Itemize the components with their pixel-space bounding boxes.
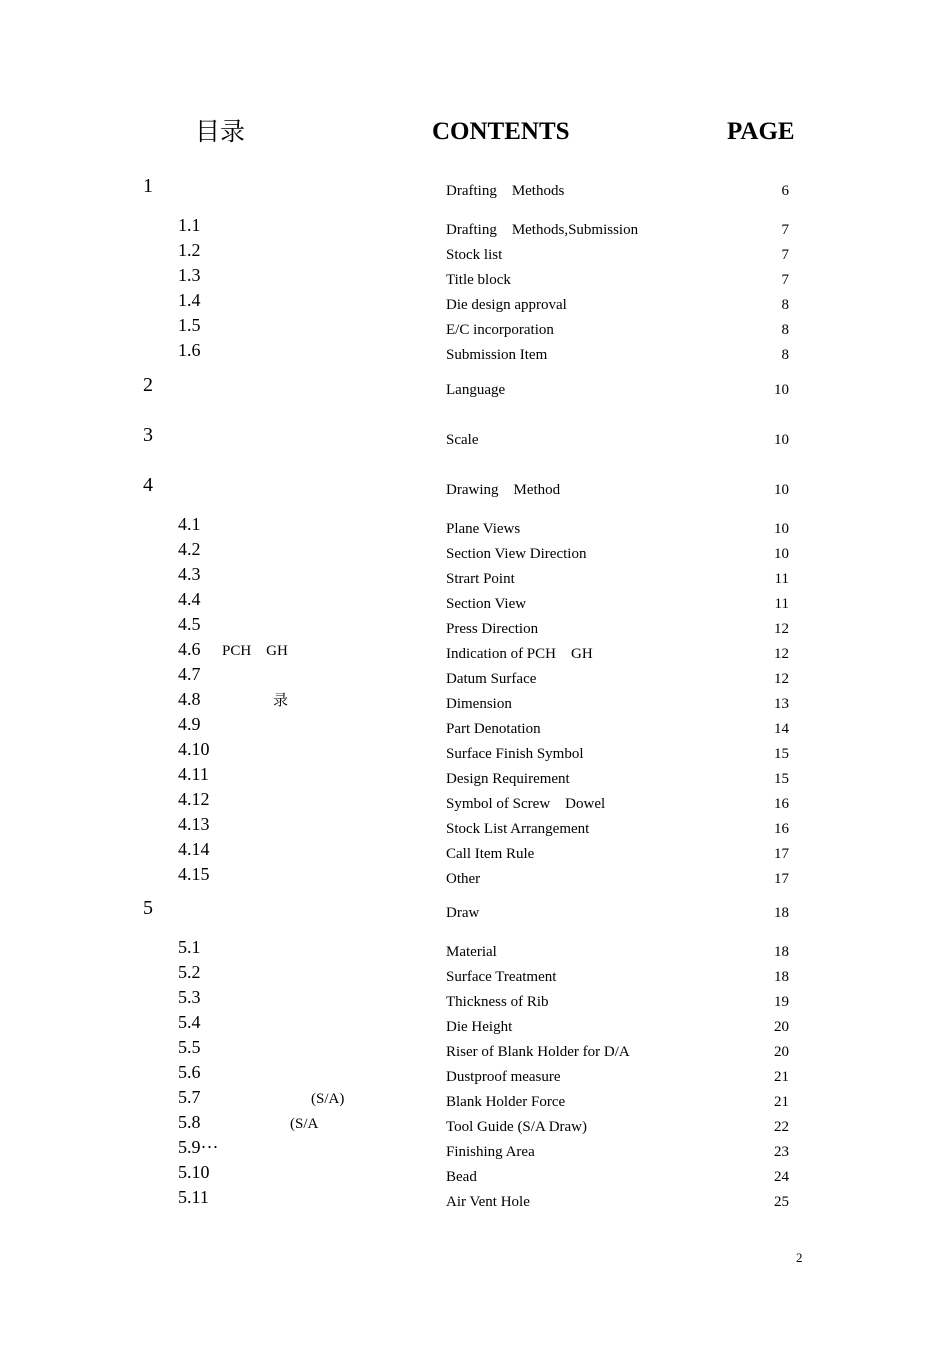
toc-entry[interactable] — [0, 714, 950, 739]
toc-entry-title: Plane Views — [446, 521, 521, 537]
toc-entry-number: 5.7 — [178, 1087, 201, 1107]
toc-entry-number: 4.7 — [178, 664, 201, 684]
toc-entry[interactable] — [0, 340, 950, 365]
toc-entry-number: 5.8 — [178, 1112, 201, 1132]
toc-entry-number: 4.1 — [178, 514, 201, 534]
toc-entry[interactable] — [0, 564, 950, 589]
toc-entry[interactable] — [0, 987, 950, 1012]
toc-entry[interactable] — [0, 614, 950, 639]
toc-entry-title: Section View Direction — [446, 546, 587, 562]
toc-entry-title: Drawing Method — [446, 482, 561, 498]
toc-entry[interactable] — [0, 290, 950, 315]
toc-entry-page: 12 — [774, 671, 789, 687]
toc-entry-page: 10 — [774, 382, 789, 398]
toc-entry[interactable] — [0, 1162, 950, 1187]
toc-entry-page: 15 — [774, 746, 789, 762]
toc-entry-page: 19 — [774, 994, 789, 1010]
toc-entry-page: 20 — [774, 1019, 789, 1035]
toc-entry-title: Language — [446, 382, 506, 398]
toc-entry-title: Finishing Area — [446, 1144, 535, 1160]
toc-entry-number: 5.11 — [178, 1187, 209, 1207]
toc-entry-title: Dustproof measure — [446, 1069, 561, 1085]
toc-entry-title: Surface Treatment — [446, 969, 557, 985]
toc-entry-number: 4.2 — [178, 539, 201, 559]
toc-entry-title: Material — [446, 944, 497, 960]
toc-entry-number: 5.3 — [178, 987, 201, 1007]
toc-entry[interactable] — [0, 864, 950, 889]
toc-entry-page: 7 — [781, 247, 789, 263]
toc-entry[interactable] — [0, 789, 950, 814]
toc-entry-page: 17 — [774, 871, 789, 887]
toc-entry-page: 22 — [774, 1119, 789, 1135]
toc-entry-number: 1.4 — [178, 290, 201, 310]
toc-entry-page: 21 — [774, 1069, 789, 1085]
toc-entry-number: 4.15 — [178, 864, 210, 884]
toc-entry-page: 10 — [774, 521, 789, 537]
toc-entry-number: 4.14 — [178, 839, 210, 859]
toc-entry-number: 4.6 — [178, 639, 201, 659]
toc-entry[interactable] — [0, 839, 950, 864]
toc-entry-title: Surface Finish Symbol — [446, 746, 584, 762]
toc-entry[interactable] — [0, 514, 950, 539]
toc-entry[interactable] — [0, 764, 950, 789]
toc-entry[interactable] — [0, 962, 950, 987]
toc-entry-title: Riser of Blank Holder for D/A — [446, 1044, 630, 1060]
toc-entry-page: 7 — [781, 272, 789, 288]
toc-entry-title: Drafting Methods,Submission — [446, 222, 639, 238]
toc-entry[interactable] — [0, 664, 950, 689]
toc-entry-title: Design Requirement — [446, 771, 570, 787]
toc-entry-title: Indication of PCH GH — [446, 646, 593, 662]
toc-entry-page: 24 — [774, 1169, 789, 1185]
toc-entry-number: 4.13 — [178, 814, 210, 834]
toc-entry[interactable] — [0, 1087, 950, 1112]
toc-entry[interactable] — [0, 937, 950, 962]
toc-entry-title: Title block — [446, 272, 511, 288]
toc-entry-title: Thickness of Rib — [446, 994, 549, 1010]
toc-entry-page: 11 — [774, 596, 789, 612]
toc-entry-number: 1.1 — [178, 215, 201, 235]
toc-entry-page: 14 — [774, 721, 789, 737]
toc-entry[interactable] — [0, 1187, 950, 1212]
toc-entry-page: 17 — [774, 846, 789, 862]
toc-entry-page: 18 — [774, 905, 789, 921]
toc-entry-page: 8 — [781, 347, 789, 363]
toc-entry-page: 18 — [774, 969, 789, 985]
toc-entry-page: 8 — [781, 297, 789, 313]
toc-entry-page: 18 — [774, 944, 789, 960]
toc-entry-number: 5.2 — [178, 962, 201, 982]
toc-entry-number: 4.12 — [178, 789, 210, 809]
toc-entry-number: 5.10 — [178, 1162, 210, 1182]
toc-entry-page: 12 — [774, 621, 789, 637]
toc-entry-page: 10 — [774, 432, 789, 448]
toc-entry-chinese-text: (S/A — [290, 1116, 319, 1132]
toc-entry-title: Other — [446, 871, 481, 887]
toc-entry[interactable] — [0, 739, 950, 764]
toc-entry-title: Draw — [446, 905, 480, 921]
toc-entry[interactable] — [0, 539, 950, 564]
toc-entry[interactable] — [0, 1137, 950, 1162]
toc-entry[interactable] — [0, 475, 950, 500]
toc-entry-number: 1.6 — [178, 340, 201, 360]
toc-heading-chinese: 目录 — [195, 117, 246, 146]
toc-entry-page: 8 — [781, 322, 789, 338]
toc-entry-title: Symbol of Screw Dowel — [446, 796, 606, 812]
toc-entry-number: 4.4 — [178, 589, 201, 609]
toc-entry[interactable] — [0, 425, 950, 450]
toc-entry-number: 4.9 — [178, 714, 201, 734]
toc-entry-page: 12 — [774, 646, 789, 662]
toc-entry-page: 7 — [781, 222, 789, 238]
toc-entry-title: Call Item Rule — [446, 846, 535, 862]
toc-entry[interactable] — [0, 1037, 950, 1062]
toc-entry-number: 4 — [143, 474, 153, 496]
toc-entry-title: Datum Surface — [446, 671, 537, 687]
toc-entry[interactable] — [0, 814, 950, 839]
toc-entry-number: 4.5 — [178, 614, 201, 634]
page-number: 2 — [796, 1250, 803, 1265]
toc-entry-title: Drafting Methods — [446, 183, 565, 199]
toc-entry-page: 16 — [774, 796, 789, 812]
toc-entry-number: 5.1 — [178, 937, 201, 957]
toc-entry-title: Scale — [446, 432, 479, 448]
toc-entry-title: Press Direction — [446, 621, 539, 637]
toc-entry[interactable] — [0, 1012, 950, 1037]
toc-entry-title: Section View — [446, 596, 527, 612]
toc-entry-number: 1 — [143, 175, 153, 197]
toc-entry-title: Air Vent Hole — [446, 1194, 530, 1210]
toc-entry[interactable] — [0, 240, 950, 265]
toc-entry-title: Stock List Arrangement — [446, 821, 590, 837]
toc-entry-page: 13 — [774, 696, 789, 712]
toc-entry-title: Stock list — [446, 247, 503, 263]
toc-entry-title: Strart Point — [446, 571, 515, 587]
toc-entry-number: 1.5 — [178, 315, 201, 335]
toc-entry-title: Part Denotation — [446, 721, 541, 737]
toc-entry-number: 5.6 — [178, 1062, 201, 1082]
toc-entry[interactable] — [0, 1112, 950, 1137]
toc-entry-page: 25 — [774, 1194, 789, 1210]
toc-entry-page: 10 — [774, 482, 789, 498]
toc-entry-title: Die Height — [446, 1019, 513, 1035]
toc-entry-chinese-text: PCH GH — [222, 643, 288, 659]
toc-entry-number: 1.3 — [178, 265, 201, 285]
toc-entry-page: 21 — [774, 1094, 789, 1110]
toc-entry-title: Bead — [446, 1169, 477, 1185]
toc-entry-page: 20 — [774, 1044, 789, 1060]
toc-entry-number: 5.5 — [178, 1037, 201, 1057]
toc-entry[interactable] — [0, 639, 950, 664]
toc-entry-page: 16 — [774, 821, 789, 837]
toc-entry[interactable] — [0, 1062, 950, 1087]
toc-entry-page: 15 — [774, 771, 789, 787]
toc-entry-title: E/C incorporation — [446, 322, 554, 338]
toc-entry-title: Blank Holder Force — [446, 1094, 566, 1110]
toc-entry-number: 4.3 — [178, 564, 201, 584]
toc-entry-chinese-text: 录 — [273, 693, 289, 709]
toc-entry[interactable] — [0, 315, 950, 340]
toc-entry[interactable] — [0, 265, 950, 290]
toc-entry-number: 5.4 — [178, 1012, 201, 1032]
toc-entry-number: 3 — [143, 424, 153, 446]
toc-entry-title: Dimension — [446, 696, 512, 712]
toc-entry-number: 4.8 — [178, 689, 201, 709]
toc-entry-number: 5.9··· — [178, 1137, 219, 1157]
toc-entry-chinese-text: (S/A) — [311, 1091, 345, 1107]
toc-entry-number: 5 — [143, 897, 153, 919]
toc-entry-number: 2 — [143, 374, 153, 396]
toc-entry-title: Die design approval — [446, 297, 567, 313]
toc-entry-page: 10 — [774, 546, 789, 562]
toc-entry[interactable] — [0, 215, 950, 240]
toc-entry-number: 1.2 — [178, 240, 201, 260]
toc-entry-page: 23 — [774, 1144, 789, 1160]
toc-entry[interactable] — [0, 898, 950, 923]
toc-entry-title: Submission Item — [446, 347, 548, 363]
toc-entry-number: 4.11 — [178, 764, 209, 784]
toc-entry[interactable] — [0, 689, 950, 714]
toc-entry-page: 11 — [774, 571, 789, 587]
toc-entry-title: Tool Guide (S/A Draw) — [446, 1119, 588, 1135]
toc-entry-page: 6 — [781, 183, 789, 199]
toc-heading-contents: CONTENTS — [432, 118, 570, 145]
toc-entry[interactable] — [0, 176, 950, 201]
toc-entry-number: 4.10 — [178, 739, 210, 759]
toc-entry[interactable] — [0, 375, 950, 400]
toc-entry[interactable] — [0, 589, 950, 614]
toc-heading-page: PAGE — [727, 118, 795, 145]
